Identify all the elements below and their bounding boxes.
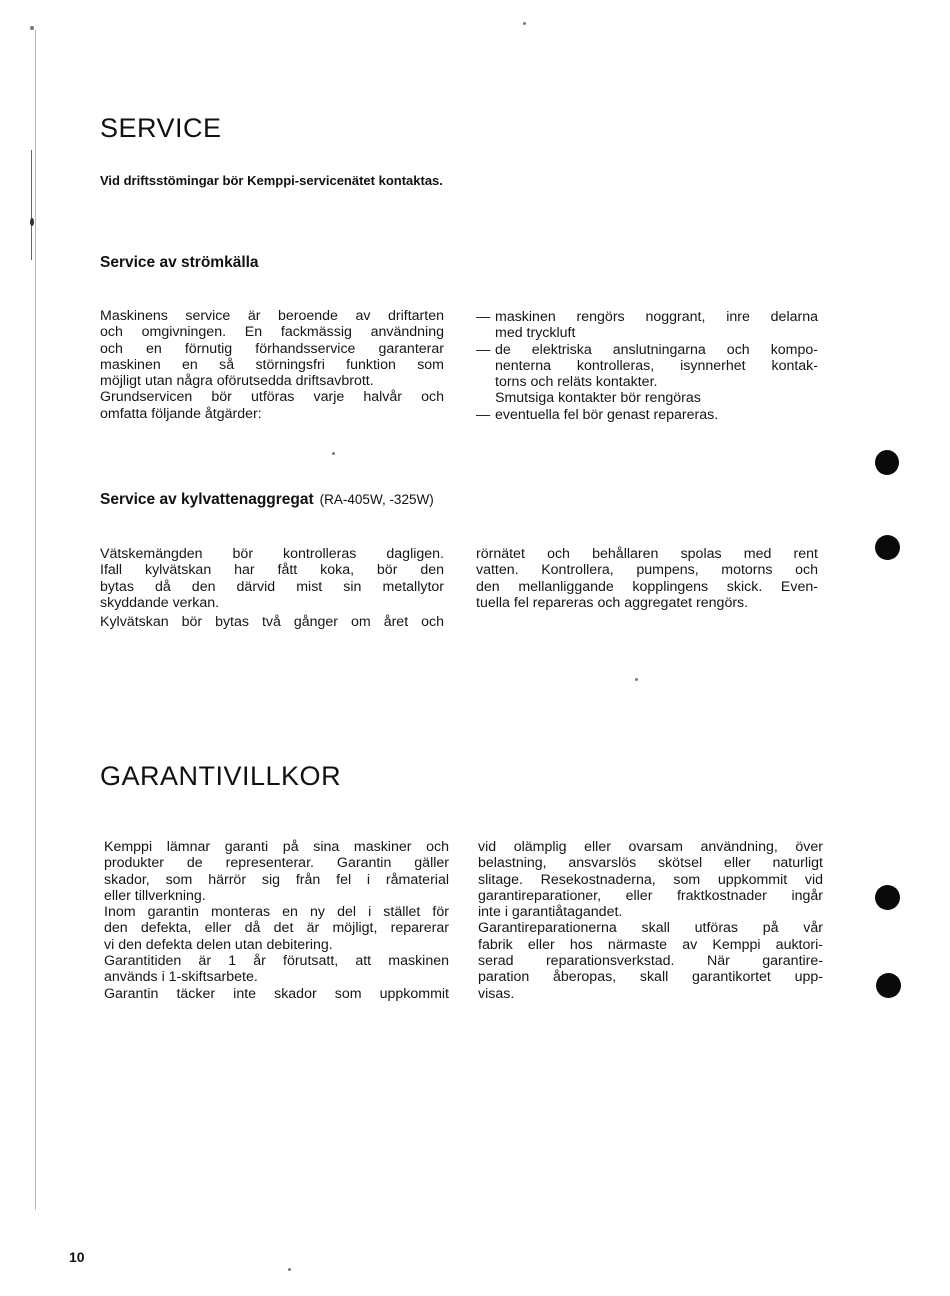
list-dash: — [476,341,491,358]
punch-hole [876,973,901,998]
cooling-heading-note: (RA-405W, -325W) [319,492,434,507]
text-line: Garantin täcker inte skador som uppkommit [104,985,449,1002]
text-line: Kemppi lämnar garanti på sina maskiner och [104,839,449,855]
text-line: Smutsiga kontakter bör rengöras [495,390,701,407]
text-line: Ifall kylvätskan har fått koka, bör den [100,562,444,579]
text-line: den defekta, eller då det är möjligt, reparerar [104,920,449,937]
text-line: garantireparationer, eller fraktkostnader ingår [478,887,823,904]
text-line: vid olämplig eller ovarsam användning, över [478,839,823,855]
scan-edge-line [35,30,36,1210]
text-line: torns och reläts kontakter. [495,374,658,391]
scan-speck [30,26,34,30]
text-line: används i 1-skiftsarbete. [104,969,258,986]
text-line: rörnätet och behållaren spolas med rent [476,546,818,562]
text-line: skador, som härrör sig från fel i råmaterial [104,871,449,888]
service-intro: Vid driftsstömingar bör Kemppi-servicenätet kontaktas. [100,173,443,188]
text-line: Maskinens service är beroende av driftarten [100,308,444,324]
text-line: nenterna kontrolleras, isynnerhet kontak- [495,357,818,374]
text-line: fabrik eller hos närmaste av Kemppi auktori- [478,936,823,953]
warranty-right-column [478,839,823,1002]
page-number: 10 [69,1249,85,1265]
text-line: vi den defekta delen utan debitering. [104,936,333,953]
maintenance-list-item [476,309,818,342]
text-line: möjligt utan några oförutsedda driftsavbrott. [100,373,374,390]
punch-hole [875,450,899,475]
text-line: Kylvätskan bör bytas två gånger om året och [100,614,444,631]
text-line: slitage. Resekostnaderna, som uppkommit vid [478,871,823,888]
service-title: SERVICE [100,113,222,143]
scan-speck [30,218,34,226]
warranty-title: GARANTIVILLKOR [100,761,342,791]
text-line: Inom garantin monteras en ny del i stället för [104,904,449,921]
power-source-heading: Service av strömkälla [100,254,259,271]
text-line: Garantitiden är 1 år förutsatt, att maskinen [104,953,449,970]
warranty-left-column [104,839,449,1002]
scan-edge-line-2 [31,150,32,260]
maintenance-list-item [476,407,818,423]
text-line: Grundservicen bör utföras varje halvår och [100,389,444,406]
text-line: de elektriska anslutningarna och kompo- [495,341,818,358]
scan-speck [635,678,638,681]
power-source-left-column [100,308,444,422]
text-line: skyddande verkan. [100,594,220,611]
text-line: serad reparationsverkstad. När garantire- [478,953,823,970]
list-dash: — [476,309,491,325]
cooling-right-column [476,546,818,611]
cooling-heading [100,491,434,509]
cooling-left-column [100,546,444,630]
text-line: vatten. Kontrollera, pumpens, motorns och [476,562,818,579]
text-line: och omgivningen. En fackmässig användning [100,324,444,341]
scan-speck [288,1268,291,1271]
power-source-right-column [476,309,818,423]
text-line: Garantireparationerna skall utföras på vår [478,920,823,937]
text-line: produkter de representerar. Garantin gäller [104,855,449,872]
text-line: bytas då den därvid mist sin metallytor [100,578,444,595]
text-line: tuella fel repareras och aggregatet rengörs. [476,594,749,611]
cooling-heading-text: Service av kylvattenaggregat [100,491,314,508]
text-line: eventuella fel bör genast repareras. [495,406,719,423]
text-line: paration åberopas, skall garantikortet upp- [478,969,823,986]
text-line: belastning, ansvarslös skötsel eller naturligt [478,855,823,872]
text-line: eller tillverkning. [104,887,206,904]
punch-hole [875,535,900,560]
scan-speck [332,452,335,455]
punch-hole [875,885,900,910]
text-line: och en förnutig förhandsservice garanterar [100,340,444,357]
text-line: maskinen en så störningsfri funktion som [100,356,444,373]
list-dash: — [476,406,491,423]
text-line: den mellanliggande kopplingens skick. Even- [476,578,818,595]
scan-speck [523,22,526,25]
maintenance-list-item [476,342,818,407]
text-line: inte i garantiåtagandet. [478,904,623,921]
text-line: maskinen rengörs noggrant, inre delarna [495,309,818,325]
text-line: Vätskemängden bör kontrolleras dagligen. [100,546,444,562]
text-line: med tryckluft [495,325,576,342]
text-line: omfatta följande åtgärder: [100,405,262,422]
text-line: visas. [478,985,515,1002]
